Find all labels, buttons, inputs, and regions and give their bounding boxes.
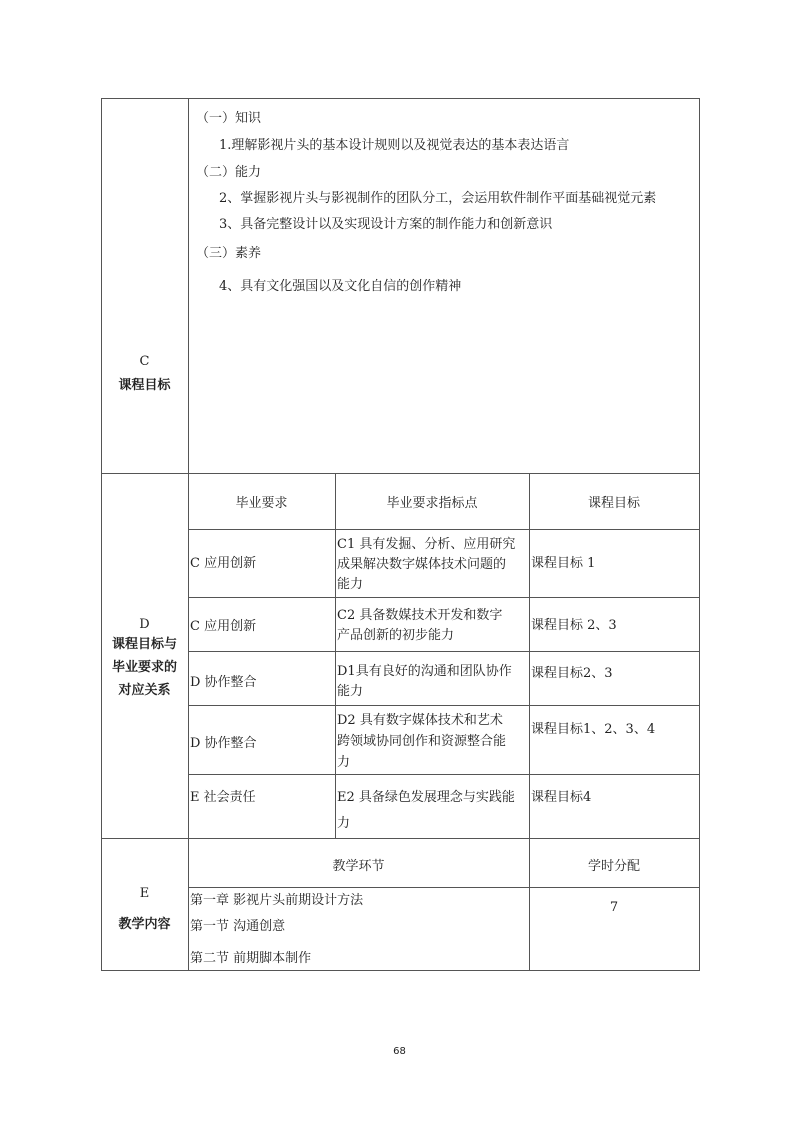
e-hours-value: 7 <box>609 900 619 915</box>
section-c-code: C <box>139 354 150 369</box>
e-header-teaching-link: 教学环节 <box>332 859 385 874</box>
d-row5-point-line-2: 力 <box>337 816 351 831</box>
page-number: 68 <box>393 1046 406 1057</box>
d-row3-requirement: D 协作整合 <box>190 675 257 690</box>
d-row1-point-line-1: C1 具有发掘、分析、应用研究 <box>337 537 516 552</box>
table-right-border <box>699 98 700 971</box>
d-header-bottom <box>188 529 700 530</box>
d-col1-divider <box>335 473 336 839</box>
c-goal-4: 4、具有文化强国以及文化自信的创作精神 <box>219 279 462 294</box>
d-row3-point-line-1: D1具有良好的沟通和团队协作 <box>337 664 512 679</box>
d-header-requirement: 毕业要求 <box>235 496 288 511</box>
section-e-code: E <box>139 886 150 901</box>
label-column-divider <box>188 98 189 971</box>
section-d-title-line-1: 课程目标与 <box>111 637 177 652</box>
section-d-bottom-border <box>101 838 700 839</box>
d-row5-requirement: E 社会责任 <box>190 790 256 805</box>
d-row4-point-line-3: 力 <box>337 755 351 770</box>
d-row2-goal: 课程目标 2、3 <box>531 618 617 633</box>
d-row4-point-line-2: 跨领域协同创作和资源整合能 <box>337 734 507 749</box>
e-header-hours: 学时分配 <box>587 859 640 874</box>
c-heading-literacy: （三）素养 <box>196 246 262 261</box>
d-row1-requirement: C 应用创新 <box>190 556 257 571</box>
section-c-title: 课程目标 <box>118 378 171 393</box>
e-content-section-2: 第二节 前期脚本制作 <box>190 951 312 966</box>
d-row5-point-line-1: E2 具备绿色发展理念与实践能 <box>337 790 515 805</box>
d-row3-bottom <box>188 705 700 706</box>
section-d-code: D <box>139 617 150 632</box>
d-row5-goal: 课程目标4 <box>531 790 592 805</box>
d-row1-point-line-3: 能力 <box>337 577 364 592</box>
section-c-bottom-border <box>101 473 700 474</box>
d-row4-point-line-1: D2 具有数字媒体技术和艺术 <box>337 713 503 728</box>
d-header-goal: 课程目标 <box>587 496 640 511</box>
d-row4-requirement: D 协作整合 <box>190 736 257 751</box>
e-header-bottom <box>188 887 700 888</box>
section-d-title-line-3: 对应关系 <box>118 683 171 698</box>
d-row1-point-line-2: 成果解决数字媒体技术问题的 <box>337 557 507 572</box>
table-left-border <box>101 98 102 971</box>
c-goal-3: 3、具备完整设计以及实现设计方案的制作能力和创新意识 <box>219 217 553 232</box>
e-content-section-1: 第一节 沟通创意 <box>190 919 286 934</box>
table-bottom-border <box>101 970 700 971</box>
c-heading-ability: （二）能力 <box>196 165 262 180</box>
d-row4-goal: 课程目标1、2、3、4 <box>531 722 656 737</box>
section-d-title-line-2: 毕业要求的 <box>111 660 177 675</box>
c-goal-1: 1.理解影视片头的基本设计规则以及视觉表达的基本表达语言 <box>219 138 570 153</box>
c-heading-knowledge: （一）知识 <box>196 111 262 126</box>
table-top-border <box>101 98 700 99</box>
d-header-indicator: 毕业要求指标点 <box>386 496 478 511</box>
e-content-chapter-1: 第一章 影视片头前期设计方法 <box>190 893 364 908</box>
d-row3-point-line-2: 能力 <box>337 684 364 699</box>
c-goal-2: 2、掌握影视片头与影视制作的团队分工，会运用软件制作平面基础视觉元素 <box>219 191 657 206</box>
d-row1-bottom <box>188 597 700 598</box>
d-row1-goal: 课程目标 1 <box>531 556 596 571</box>
d-row4-bottom <box>188 774 700 775</box>
d-row2-requirement: C 应用创新 <box>190 619 257 634</box>
d-row2-point-line-2: 产品创新的初步能力 <box>337 628 455 643</box>
d-row3-goal: 课程目标2、3 <box>531 666 613 681</box>
d-row2-bottom <box>188 651 700 652</box>
section-e-title: 教学内容 <box>118 917 171 932</box>
d-row2-point-line-1: C2 具备数媒技术开发和数字 <box>337 608 503 623</box>
d-col2-divider <box>529 473 530 839</box>
